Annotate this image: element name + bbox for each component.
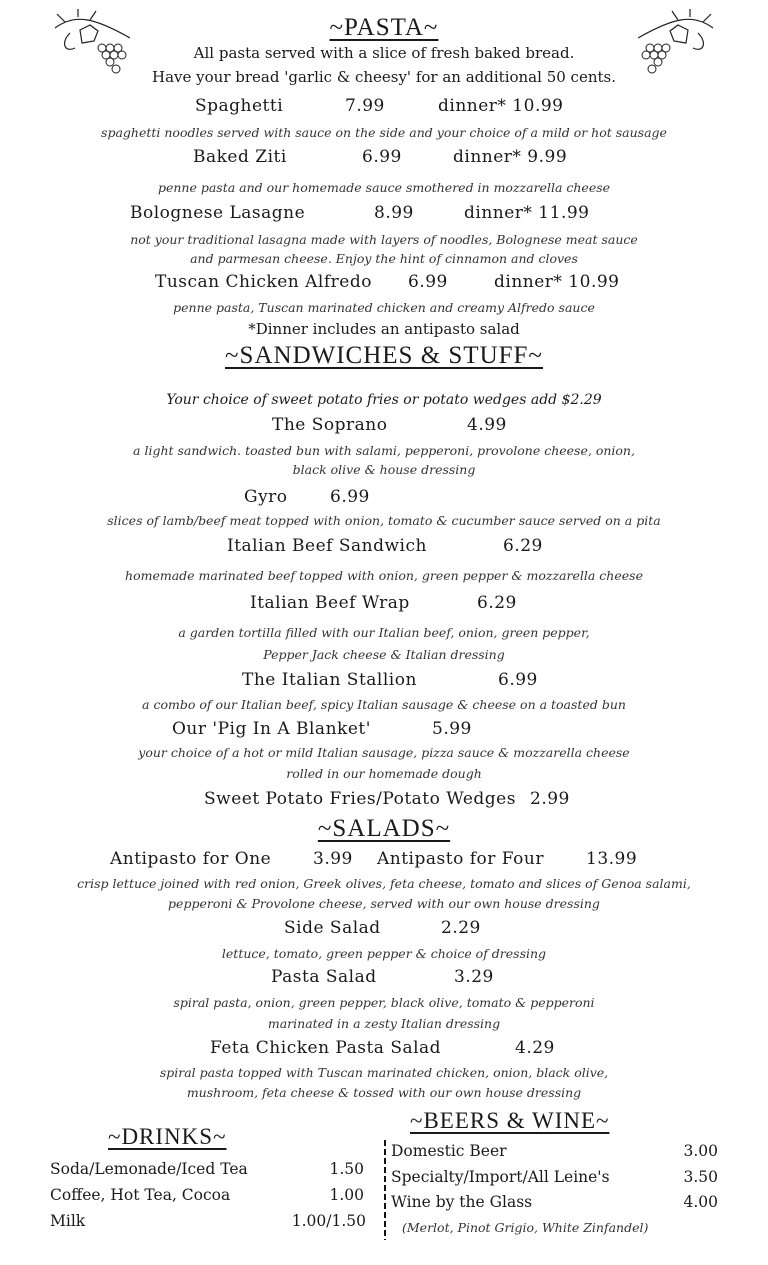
pasta-item-name: Bolognese Lasagne bbox=[130, 203, 306, 223]
sandwich-item-desc: your choice of a hot or mild Italian sausage, pizza sauce & mozzarella cheese bbox=[138, 745, 630, 760]
sandwiches-intro: Your choice of sweet potato fries or potato wedges add $2.29 bbox=[166, 392, 602, 408]
pasta-item-desc: not your traditional lasagna made with layers of noodles, Bolognese meat sauce bbox=[130, 232, 638, 247]
salad-item-name: Feta Chicken Pasta Salad bbox=[210, 1038, 442, 1058]
antipasto-one-name: Antipasto for One bbox=[110, 849, 272, 869]
beer-item-price: 4.00 bbox=[683, 1193, 718, 1211]
salad-item-desc: spiral pasta topped with Tuscan marinated chicken, onion, black olive, bbox=[159, 1065, 609, 1080]
pasta-item-price: 6.99 bbox=[408, 272, 448, 292]
pasta-item-name: Spaghetti bbox=[195, 96, 284, 116]
sandwich-item-price: 6.29 bbox=[503, 536, 543, 556]
pasta-item-dinner-price: dinner* 9.99 bbox=[453, 147, 568, 167]
beer-item-name: Wine by the Glass bbox=[391, 1193, 533, 1211]
pasta-item-name: Tuscan Chicken Alfredo bbox=[155, 272, 372, 292]
pasta-item-desc: penne pasta and our homemade sauce smothered in mozzarella cheese bbox=[157, 180, 611, 195]
drink-item-name: Coffee, Hot Tea, Cocoa bbox=[50, 1186, 231, 1204]
pasta-intro-line-2: Have your bread 'garlic & cheesy' for an additional 50 cents. bbox=[152, 68, 616, 86]
pasta-item-price: 7.99 bbox=[345, 96, 385, 116]
pasta-item-dinner-price: dinner* 10.99 bbox=[494, 272, 620, 292]
salad-item-desc: lettuce, tomato, green pepper & choice of dressing bbox=[221, 946, 547, 961]
beer-item-name: Domestic Beer bbox=[391, 1142, 507, 1160]
sandwich-item-desc: a combo of our Italian beef, spicy Italian sausage & cheese on a toasted bun bbox=[142, 697, 626, 712]
pasta-item-dinner-price: dinner* 11.99 bbox=[464, 203, 590, 223]
sandwich-item-desc: black olive & house dressing bbox=[292, 462, 476, 477]
beer-item-name: Specialty/Import/All Leine's bbox=[391, 1168, 610, 1186]
sandwich-item-name: Our 'Pig In A Blanket' bbox=[172, 719, 371, 739]
pasta-item-desc: penne pasta, Tuscan marinated chicken and creamy Alfredo sauce bbox=[173, 300, 595, 315]
pasta-item-desc: spaghetti noodles served with sauce on the side and your choice of a mild or hot sausage bbox=[101, 125, 667, 140]
sandwich-item-name: The Italian Stallion bbox=[242, 670, 417, 690]
sandwiches-section-title: ~SANDWICHES & STUFF~ bbox=[225, 342, 543, 369]
sandwich-item-name: The Soprano bbox=[272, 415, 388, 435]
pasta-section-title: ~PASTA~ bbox=[329, 14, 439, 41]
sandwich-item-desc: homemade marinated beef topped with onion, green pepper & mozzarella cheese bbox=[125, 568, 643, 583]
salad-item-name: Side Salad bbox=[284, 918, 381, 938]
salad-item-desc: marinated in a zesty Italian dressing bbox=[267, 1016, 501, 1031]
pasta-item-price: 8.99 bbox=[374, 203, 414, 223]
salads-section-title: ~SALADS~ bbox=[317, 815, 451, 842]
sandwich-item-desc: slices of lamb/beef meat topped with onion, tomato & cucumber sauce served on a pita bbox=[107, 513, 661, 528]
sandwich-item-desc: Pepper Jack cheese & Italian dressing bbox=[263, 647, 505, 662]
salad-item-price: 2.29 bbox=[441, 918, 481, 938]
salad-item-price: 3.29 bbox=[454, 967, 494, 987]
antipasto-desc: crisp lettuce joined with red onion, Greek olives, feta cheese, tomato and slices of Genoa salami, bbox=[77, 876, 691, 891]
sandwich-item-name: Gyro bbox=[244, 487, 288, 507]
beer-item-price: 3.00 bbox=[683, 1142, 718, 1160]
salad-item-desc: mushroom, feta cheese & tossed with our own house dressing bbox=[186, 1085, 582, 1100]
sandwich-item-price: 6.99 bbox=[330, 487, 370, 507]
sandwich-item-price: 6.99 bbox=[498, 670, 538, 690]
antipasto-desc: pepperoni & Provolone cheese, served with our own house dressing bbox=[168, 896, 600, 911]
antipasto-one-price: 3.99 bbox=[313, 849, 353, 869]
pasta-intro-line-1: All pasta served with a slice of fresh baked bread. bbox=[193, 44, 575, 62]
sandwich-item-name: Italian Beef Sandwich bbox=[227, 536, 427, 556]
sandwich-item-price: 4.99 bbox=[467, 415, 507, 435]
sandwich-item-name: Italian Beef Wrap bbox=[250, 593, 410, 613]
wine-varieties-note: (Merlot, Pinot Grigio, White Zinfandel) bbox=[402, 1220, 649, 1235]
drink-item-name: Soda/Lemonade/Iced Tea bbox=[50, 1160, 248, 1178]
antipasto-four-price: 13.99 bbox=[586, 849, 638, 869]
pasta-dinner-footnote: *Dinner includes an antipasto salad bbox=[248, 320, 520, 338]
salad-item-price: 4.29 bbox=[515, 1038, 555, 1058]
sandwich-item-desc: a garden tortilla filled with our Italian beef, onion, green pepper, bbox=[178, 625, 590, 640]
antipasto-four-name: Antipasto for Four bbox=[377, 849, 544, 869]
drink-item-price: 1.00 bbox=[329, 1186, 364, 1204]
salad-item-name: Pasta Salad bbox=[271, 967, 377, 987]
drink-item-price: 1.50 bbox=[329, 1160, 364, 1178]
sandwich-item-desc: rolled in our homemade dough bbox=[286, 766, 482, 781]
sandwich-item-desc: a light sandwich. toasted bun with salami, pepperoni, provolone cheese, onion, bbox=[133, 443, 635, 458]
pasta-item-name: Baked Ziti bbox=[193, 147, 287, 167]
sandwich-item-price: 5.99 bbox=[432, 719, 472, 739]
drink-item-name: Milk bbox=[50, 1212, 86, 1230]
salad-item-desc: spiral pasta, onion, green pepper, black olive, tomato & pepperoni bbox=[173, 995, 595, 1010]
drinks-section-title: ~DRINKS~ bbox=[108, 1124, 227, 1149]
sandwich-item-name: Sweet Potato Fries/Potato Wedges bbox=[204, 789, 516, 809]
beers-section-title: ~BEERS & WINE~ bbox=[410, 1108, 610, 1133]
beer-item-price: 3.50 bbox=[683, 1168, 718, 1186]
pasta-item-desc: and parmesan cheese. Enjoy the hint of cinnamon and cloves bbox=[190, 251, 578, 266]
pasta-item-price: 6.99 bbox=[362, 147, 402, 167]
vertical-divider bbox=[383, 1140, 387, 1240]
pasta-item-dinner-price: dinner* 10.99 bbox=[438, 96, 564, 116]
drink-item-price: 1.00/1.50 bbox=[291, 1212, 366, 1230]
sandwich-item-price: 6.29 bbox=[477, 593, 517, 613]
sandwich-item-price: 2.99 bbox=[530, 789, 570, 809]
